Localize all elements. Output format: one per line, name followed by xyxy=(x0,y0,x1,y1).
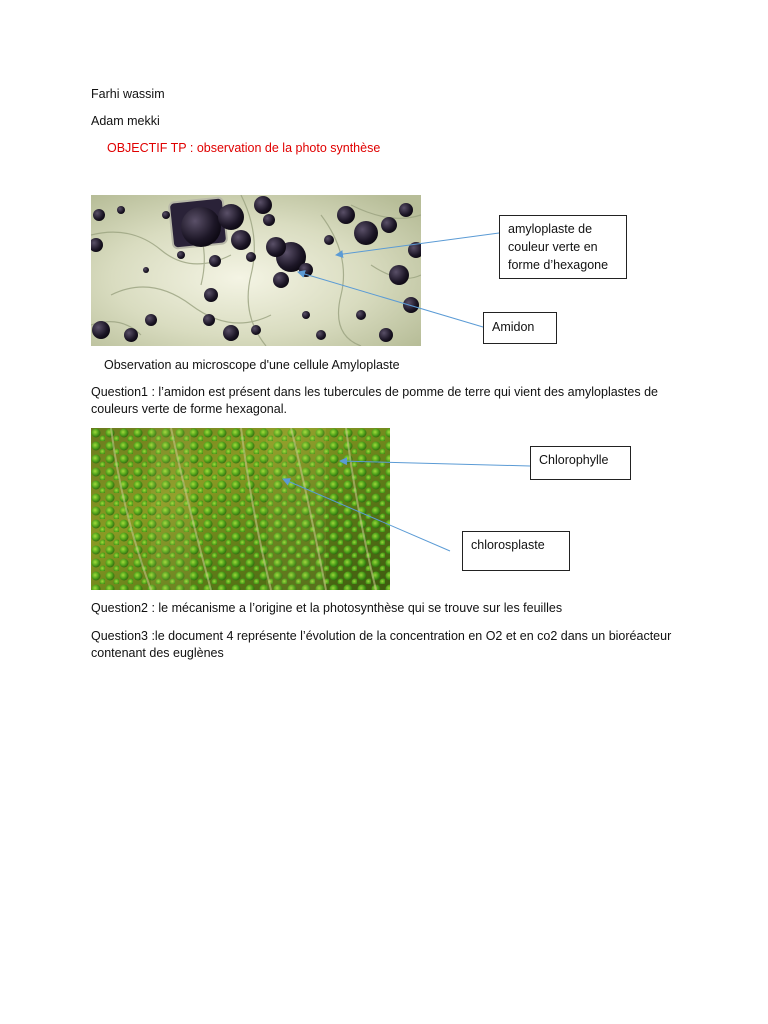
question2-text: Question2 : le mécanisme a l’origine et la photosynthèse qui se trouve sur les feuilles xyxy=(91,601,563,615)
amyloplast-micrograph xyxy=(91,195,421,346)
figure1-caption: Observation au microscope d'une cellule Amyloplaste xyxy=(104,358,400,372)
objective-heading: OBJECTIF TP : observation de la photo synthèse xyxy=(107,141,381,155)
chloroplaste-callout: chlorosplaste xyxy=(462,531,570,571)
chlorophylle-callout: Chlorophylle xyxy=(530,446,631,480)
amidon-callout: Amidon xyxy=(483,312,557,344)
chloroplast-micrograph xyxy=(91,428,390,590)
amyloplast-callout: amyloplaste de couleur verte en forme d’hexagone xyxy=(499,215,627,279)
author-name-1: Farhi wassim xyxy=(91,87,165,101)
question3-text: Question3 :le document 4 représente l’évolution de la concentration en O2 et en co2 dans un bioréacteur contenant des euglènes xyxy=(91,629,672,660)
question1-text: Question1 : l’amidon est présent dans les tubercules de pomme de terre qui vient des amyloplastes de couleurs verte de forme hexagonal. xyxy=(91,385,658,416)
author-name-2: Adam mekki xyxy=(91,114,160,128)
